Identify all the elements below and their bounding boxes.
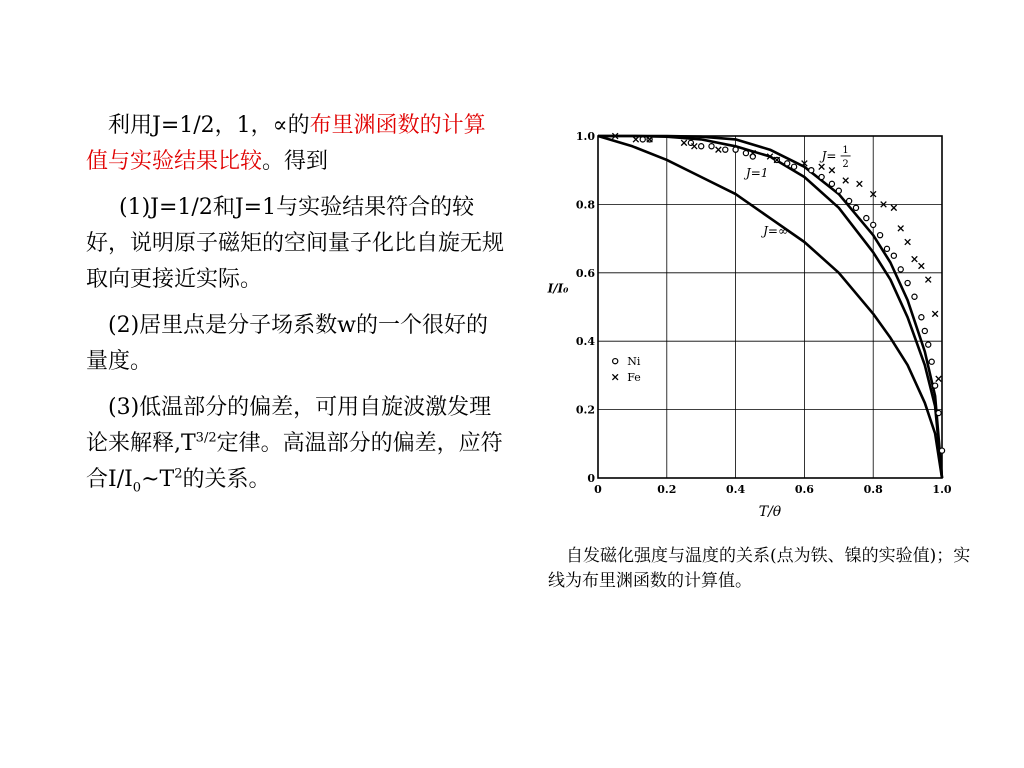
curve-j-1 (598, 136, 942, 478)
p1-text-a: 利用J=1/2，1， (108, 113, 273, 138)
y-axis-label: I/I₀ (547, 281, 569, 296)
grid (598, 136, 942, 478)
point-ni (853, 205, 858, 210)
x-tick-label: 0.8 (863, 483, 883, 496)
paragraph-4 (86, 390, 506, 498)
point-fe (905, 239, 911, 245)
point-ni (898, 267, 903, 272)
point-ni (919, 315, 924, 320)
point-ni (836, 188, 841, 193)
point-ni (640, 137, 645, 142)
point-ni (891, 253, 896, 258)
point-fe (936, 376, 942, 382)
point-fe (857, 181, 863, 187)
point-fe (829, 167, 835, 173)
p4-sup-1: 3/2 (195, 430, 217, 446)
point-ni (785, 161, 790, 166)
y-tick-label: 1.0 (575, 130, 595, 143)
paragraph-2 (86, 190, 506, 298)
point-ni (791, 164, 796, 169)
point-ni (877, 233, 882, 238)
y-tick-label: 0.8 (575, 198, 595, 212)
plot-frame (598, 136, 942, 478)
chart-svg (540, 120, 980, 530)
curve-j-inf (598, 136, 942, 478)
fraction-denominator: 2 (842, 158, 849, 170)
point-ni (699, 144, 704, 149)
p4-text-b: 定律。高温部分的偏差，应符合I/I (86, 431, 503, 492)
point-fe (891, 205, 897, 211)
point-fe (912, 256, 918, 262)
point-ni (926, 342, 931, 347)
point-fe (932, 311, 938, 317)
point-ni (829, 181, 834, 186)
p1-text-b: 的 (287, 113, 310, 138)
y-tick-label: 0 (587, 472, 595, 485)
paragraph-3 (86, 308, 506, 380)
legend-label-ni: Ni (627, 355, 641, 369)
legend-label-fe: Fe (627, 371, 641, 385)
point-ni (864, 215, 869, 220)
point-fe (819, 164, 825, 170)
point-ni (743, 151, 748, 156)
point-ni (905, 280, 910, 285)
text-block (86, 108, 506, 508)
paragraph-1 (86, 108, 506, 180)
point-ni (809, 168, 814, 173)
p4-text-d: 的关系。 (182, 467, 271, 492)
x-axis-label: T/θ (758, 504, 782, 520)
y-tick-label: 0.6 (575, 266, 595, 280)
point-ni (922, 328, 927, 333)
point-fe (919, 263, 925, 269)
curves (598, 136, 942, 478)
magnetization-chart (540, 120, 980, 530)
point-ni (929, 359, 934, 364)
x-tick-label: 0 (594, 483, 602, 496)
data-points (612, 133, 944, 453)
point-ni (733, 147, 738, 152)
point-ni (933, 383, 938, 388)
legend-marker-ni (613, 359, 618, 364)
p4-sub: 0 (132, 480, 142, 496)
x-tick-label: 0.6 (794, 483, 814, 496)
p4-sup-2: 2 (174, 466, 183, 482)
infinity-symbol: ∝ (272, 113, 288, 138)
curve-label: J=1 (745, 166, 769, 181)
point-fe (681, 140, 687, 146)
point-ni (819, 174, 824, 179)
point-fe (843, 178, 849, 184)
p3-text: (2)居里点是分子场系数w的一个很好的量度。 (86, 313, 488, 374)
curve-label: J= (821, 148, 837, 163)
curve-label: J=∞ (763, 224, 788, 239)
legend (612, 355, 640, 384)
point-ni (709, 144, 714, 149)
p4-text-a: (3)低温部分的偏差，可用自旋波激发理论来解释,T (86, 395, 492, 456)
point-ni (723, 147, 728, 152)
point-ni (847, 198, 852, 203)
x-tick-label: 0.4 (726, 483, 746, 496)
point-fe (716, 147, 722, 153)
curve-j-1-2 (598, 136, 942, 478)
fraction-numerator: 1 (842, 144, 849, 156)
point-ni (871, 222, 876, 227)
figure-caption: 自发磁化强度与温度的关系(点为铁、镍的实验值)；实线为布里渊函数的计算值。 (548, 546, 971, 591)
y-tick-label: 0.4 (575, 335, 595, 349)
highlight-comparison: 的计算值与实验结果比较 (86, 113, 486, 174)
point-fe (898, 226, 904, 232)
point-fe (925, 277, 931, 283)
legend-marker-fe (612, 374, 618, 380)
point-ni (939, 448, 944, 453)
highlight-brillouin: 布里渊函数 (309, 113, 420, 138)
point-ni (912, 294, 917, 299)
point-fe (692, 143, 698, 149)
x-tick-label: 0.2 (657, 483, 677, 496)
p4-text-c: ~T (141, 467, 175, 492)
point-fe (633, 137, 639, 143)
y-axis-label-group (547, 282, 570, 296)
point-ni (936, 410, 941, 415)
y-tick-label: 0.2 (575, 403, 595, 417)
x-tick-label: 1.0 (932, 483, 952, 496)
point-ni (884, 246, 889, 251)
p1-text-c: 。得到 (262, 149, 329, 174)
p2-text: (1)J=1/2和J=1与实验结果符合的较好，说明原子磁矩的空间量子化比自旋无规取向更接近实际。 (86, 195, 505, 292)
tick-labels (576, 130, 952, 496)
